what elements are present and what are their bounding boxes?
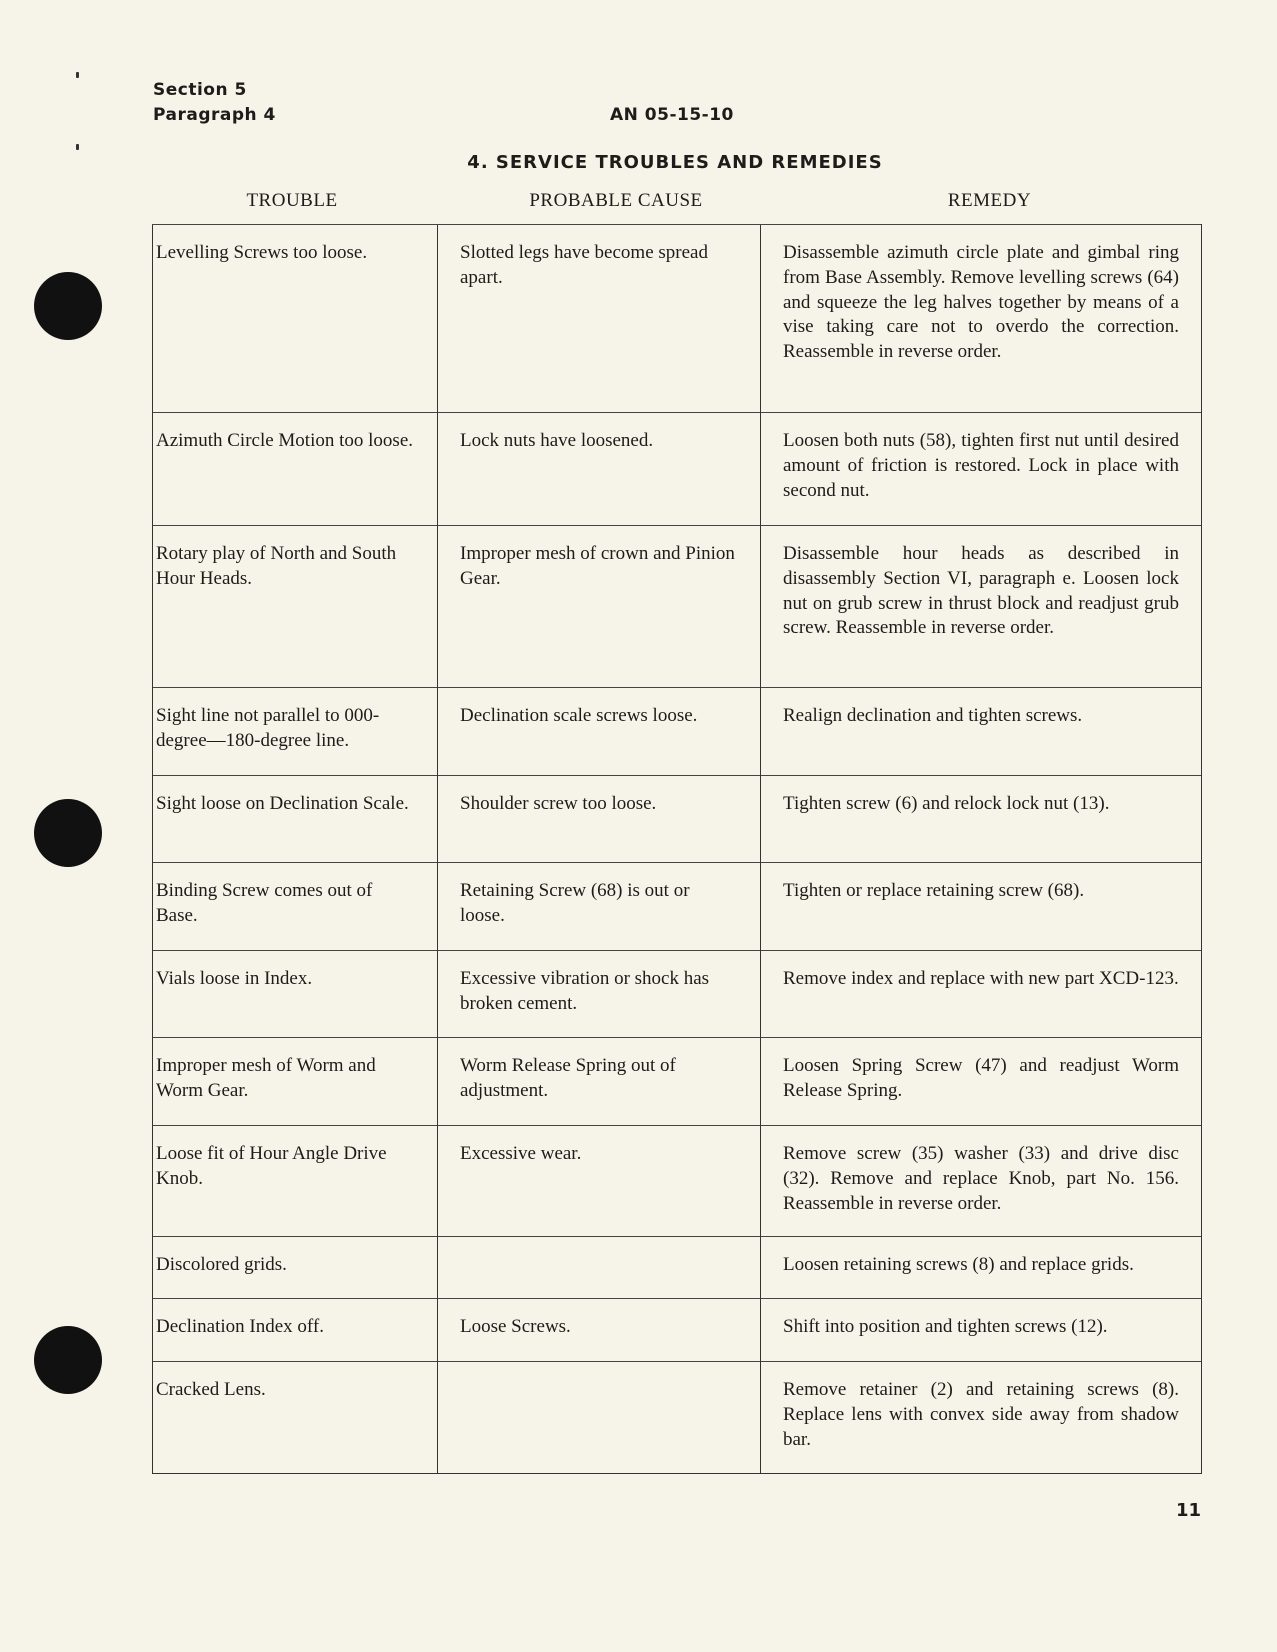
table-row [153, 1126, 1202, 1237]
binder-hole [34, 1326, 102, 1394]
cause-cell: Worm Release Spring out of adjustment. [438, 1038, 761, 1126]
remedy-cell: Tighten or replace retaining screw (68). [761, 863, 1202, 951]
table-row [153, 863, 1202, 951]
punch-mark [76, 72, 79, 78]
binder-hole [34, 799, 102, 867]
cause-cell: Lock nuts have loosened. [438, 413, 761, 526]
table-row [153, 526, 1202, 688]
trouble-cell: Rotary play of North and South Hour Heads. [153, 526, 438, 688]
table-row [153, 1362, 1202, 1474]
remedy-cell: Disassemble hour heads as described in disassembly Section VI, paragraph e. Loosen lock nut on grub screw in thrust block and readjust grub screw. Reassemble in reverse order. [761, 526, 1202, 688]
remedy-cell: Loosen retaining screws (8) and replace grids. [761, 1237, 1202, 1299]
trouble-cell: Vials loose in Index. [153, 951, 438, 1038]
remedy-cell: Remove retainer (2) and retaining screws (8). Replace lens with convex side away from shadow bar. [761, 1362, 1202, 1474]
remedy-cell: Loosen both nuts (58), tighten first nut until desired amount of friction is restored. Lock in place with second nut. [761, 413, 1202, 526]
remedy-cell: Tighten screw (6) and relock lock nut (13). [761, 776, 1202, 863]
troubles-table [152, 224, 1202, 1474]
trouble-cell: Cracked Lens. [153, 1362, 438, 1474]
page-title: 4. SERVICE TROUBLES AND REMEDIES [467, 152, 883, 173]
table-row [153, 225, 1202, 413]
table-row [153, 951, 1202, 1038]
table-row [153, 1299, 1202, 1362]
remedy-cell: Remove index and replace with new part XCD-123. [761, 951, 1202, 1038]
remedy-cell: Loosen Spring Screw (47) and readjust Worm Release Spring. [761, 1038, 1202, 1126]
cause-cell: Slotted legs have become spread apart. [438, 225, 761, 413]
remedy-cell: Shift into position and tighten screws (12). [761, 1299, 1202, 1362]
cause-cell [438, 1237, 761, 1299]
trouble-cell: Azimuth Circle Motion too loose. [153, 413, 438, 526]
cause-cell [438, 1362, 761, 1474]
page-number: 11 [1176, 1500, 1202, 1521]
table-row [153, 413, 1202, 526]
cause-cell: Shoulder screw too loose. [438, 776, 761, 863]
document-number: AN 05-15-10 [610, 105, 734, 125]
cause-cell: Retaining Screw (68) is out or loose. [438, 863, 761, 951]
paragraph-label: Paragraph 4 [153, 105, 276, 125]
trouble-cell: Sight loose on Declination Scale. [153, 776, 438, 863]
table-row [153, 776, 1202, 863]
trouble-cell: Discolored grids. [153, 1237, 438, 1299]
trouble-cell: Levelling Screws too loose. [153, 225, 438, 413]
trouble-cell: Sight line not parallel to 000-degree—180-degree line. [153, 688, 438, 776]
binder-hole [34, 272, 102, 340]
column-header-remedy: REMEDY [947, 190, 1032, 211]
trouble-cell: Declination Index off. [153, 1299, 438, 1362]
trouble-cell: Binding Screw comes out of Base. [153, 863, 438, 951]
column-header-cause: PROBABLE CAUSE [529, 190, 703, 211]
cause-cell: Excessive wear. [438, 1126, 761, 1237]
punch-mark [76, 144, 79, 150]
remedy-cell: Disassemble azimuth circle plate and gimbal ring from Base Assembly. Remove levelling screws (64) and squeeze the leg halves together by means of a vise taking care not to overdo the correction. Reassemble in reverse order. [761, 225, 1202, 413]
remedy-cell: Remove screw (35) washer (33) and drive disc (32). Remove and replace Knob, part No. 156. Reassemble in reverse order. [761, 1126, 1202, 1237]
section-label: Section 5 [153, 80, 247, 100]
column-header-trouble: TROUBLE [246, 190, 338, 211]
trouble-cell: Improper mesh of Worm and Worm Gear. [153, 1038, 438, 1126]
cause-cell: Declination scale screws loose. [438, 688, 761, 776]
trouble-cell: Loose fit of Hour Angle Drive Knob. [153, 1126, 438, 1237]
remedy-cell: Realign declination and tighten screws. [761, 688, 1202, 776]
table-row [153, 1237, 1202, 1299]
table-row [153, 688, 1202, 776]
cause-cell: Excessive vibration or shock has broken cement. [438, 951, 761, 1038]
cause-cell: Loose Screws. [438, 1299, 761, 1362]
table-row [153, 1038, 1202, 1126]
cause-cell: Improper mesh of crown and Pinion Gear. [438, 526, 761, 688]
